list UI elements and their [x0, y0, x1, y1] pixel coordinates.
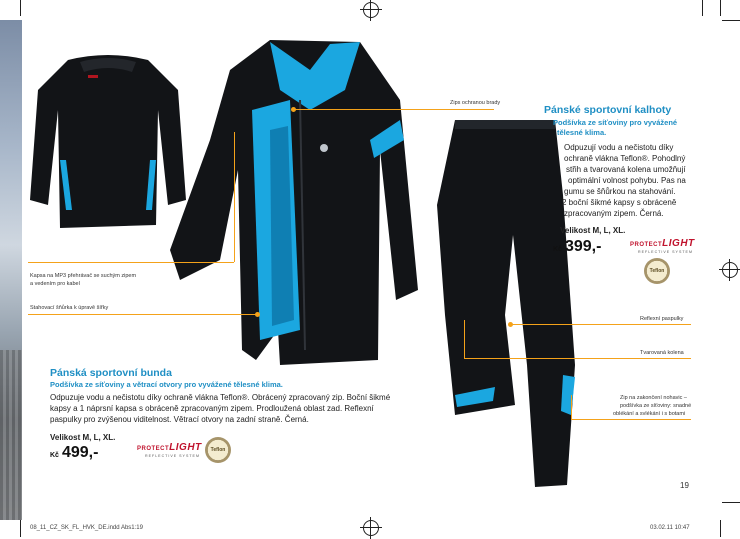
background-photo-strip	[0, 20, 22, 520]
callout-chin-zip: Zips ochranou brady	[450, 100, 501, 106]
callout-line-knees	[464, 358, 691, 359]
pants-price-value: 399,-	[564, 238, 602, 255]
pants-subtitle-2: tělesné klima.	[557, 128, 607, 137]
jacket-size: Velikost M, L, XL.	[50, 433, 116, 442]
footer-date: 03.02.11 10:47	[650, 525, 690, 531]
jacket-protectlight-tagline: REFLECTIVE SYSTEM	[145, 454, 200, 458]
pants-protectlight-tagline: REFLECTIVE SYSTEM	[638, 250, 693, 254]
footer-file-info: 08_11_CZ_SK_FL_HVK_DE.indd Abs1:19	[30, 525, 143, 531]
pants-size: Velikost M, L, XL.	[560, 226, 626, 235]
pants-subtitle-1: Podšívka ze síťoviny pro vyvážené	[553, 118, 678, 127]
crop-mark	[722, 20, 740, 21]
pants-price	[553, 238, 601, 256]
callout-leg-zip-1: Zip na zakončení nohavic –	[620, 395, 687, 401]
callout-line-vertical	[234, 132, 235, 262]
pants-description-line: zpracovaným zipem. Černá.	[564, 209, 664, 218]
crop-mark	[722, 502, 740, 503]
registration-mark-right	[722, 262, 738, 278]
callout-line-drawcord	[28, 314, 256, 315]
crop-mark	[20, 0, 21, 16]
callout-leg-zip-2: podšívka ze síťoviny: snadné	[620, 403, 692, 409]
registration-mark-top	[363, 2, 379, 18]
crop-mark	[720, 0, 721, 16]
jacket-currency: Kč	[50, 452, 59, 459]
pants-description	[560, 142, 710, 219]
pants-currency: Kč	[553, 246, 562, 253]
callout-line-reflective	[511, 324, 691, 325]
callout-line-mp3	[28, 262, 234, 263]
jacket-teflon-badge: Teflon	[205, 437, 231, 463]
jacket-description: Odpuzuje vodu a nečistotu díky ochraně vlákna Teflon®. Obrácený zpracovaný zip. Boční šikmé kapsy a 1 náprsní kapsa s obráceně zpracovaným zipem. Prodloužená oblast zad. Reflexní paspulky pro zvýšenou viditelnost. Větrací otvory na zadní straně. Černá.	[50, 393, 391, 424]
jacket-title: Pánská sportovní bunda	[50, 367, 172, 379]
pants-teflon-badge: Teflon	[644, 258, 670, 284]
crop-mark	[702, 0, 703, 16]
pants-protectlight-logo: PROTECTLIGHT	[630, 238, 695, 249]
pants-description-line: optimální volnost pohybu. Pas na	[568, 176, 686, 185]
jacket-protectlight-logo: PROTECTLIGHT	[137, 442, 202, 453]
crop-mark	[20, 520, 21, 537]
page-number: 19	[680, 481, 689, 490]
pants-description-line: 2 boční šikmé kapsy s obráceně	[562, 198, 677, 207]
jacket-price	[50, 444, 98, 462]
callout-knees: Tvarovaná kolena	[640, 350, 684, 356]
callout-line-leg-zip	[571, 419, 691, 420]
pants-description-line: střih a tvarovaná kolena umožňují	[566, 165, 686, 174]
pants-description-line: ochraně vlákna Teflon®. Pohodlný	[564, 154, 686, 163]
callout-line-leg-zip-v	[571, 395, 572, 419]
callout-drawcord: Stahovací šňůrka k úpravě šířky	[30, 305, 109, 311]
callout-mp3-pocket-2: a vedením pro kabel	[30, 281, 80, 287]
jacket-price-value: 499,-	[61, 444, 99, 461]
pants-title: Pánské sportovní kalhoty	[544, 104, 672, 116]
crop-mark	[720, 520, 721, 537]
callout-line-chin-zip	[294, 109, 494, 110]
callout-mp3-pocket-1: Kapsa na MP3 přehrávač se suchým zipem	[30, 273, 137, 279]
callout-leg-zip-3: oblékání a svlékání i s botami	[613, 411, 686, 417]
registration-mark-bottom	[363, 520, 379, 536]
pants-description-line: Odpuzují vodu a nečistotu díky	[564, 143, 674, 152]
pants-description-line: gumu se šňůrkou na stahování.	[564, 187, 676, 196]
callout-line-knees-v	[464, 320, 465, 358]
jacket-subtitle: Podšívka ze síťoviny a větrací otvory pro vyvážené tělesné klima.	[50, 380, 283, 389]
jacket-front-image	[160, 30, 420, 370]
callout-reflective: Reflexní paspulky	[640, 316, 684, 322]
